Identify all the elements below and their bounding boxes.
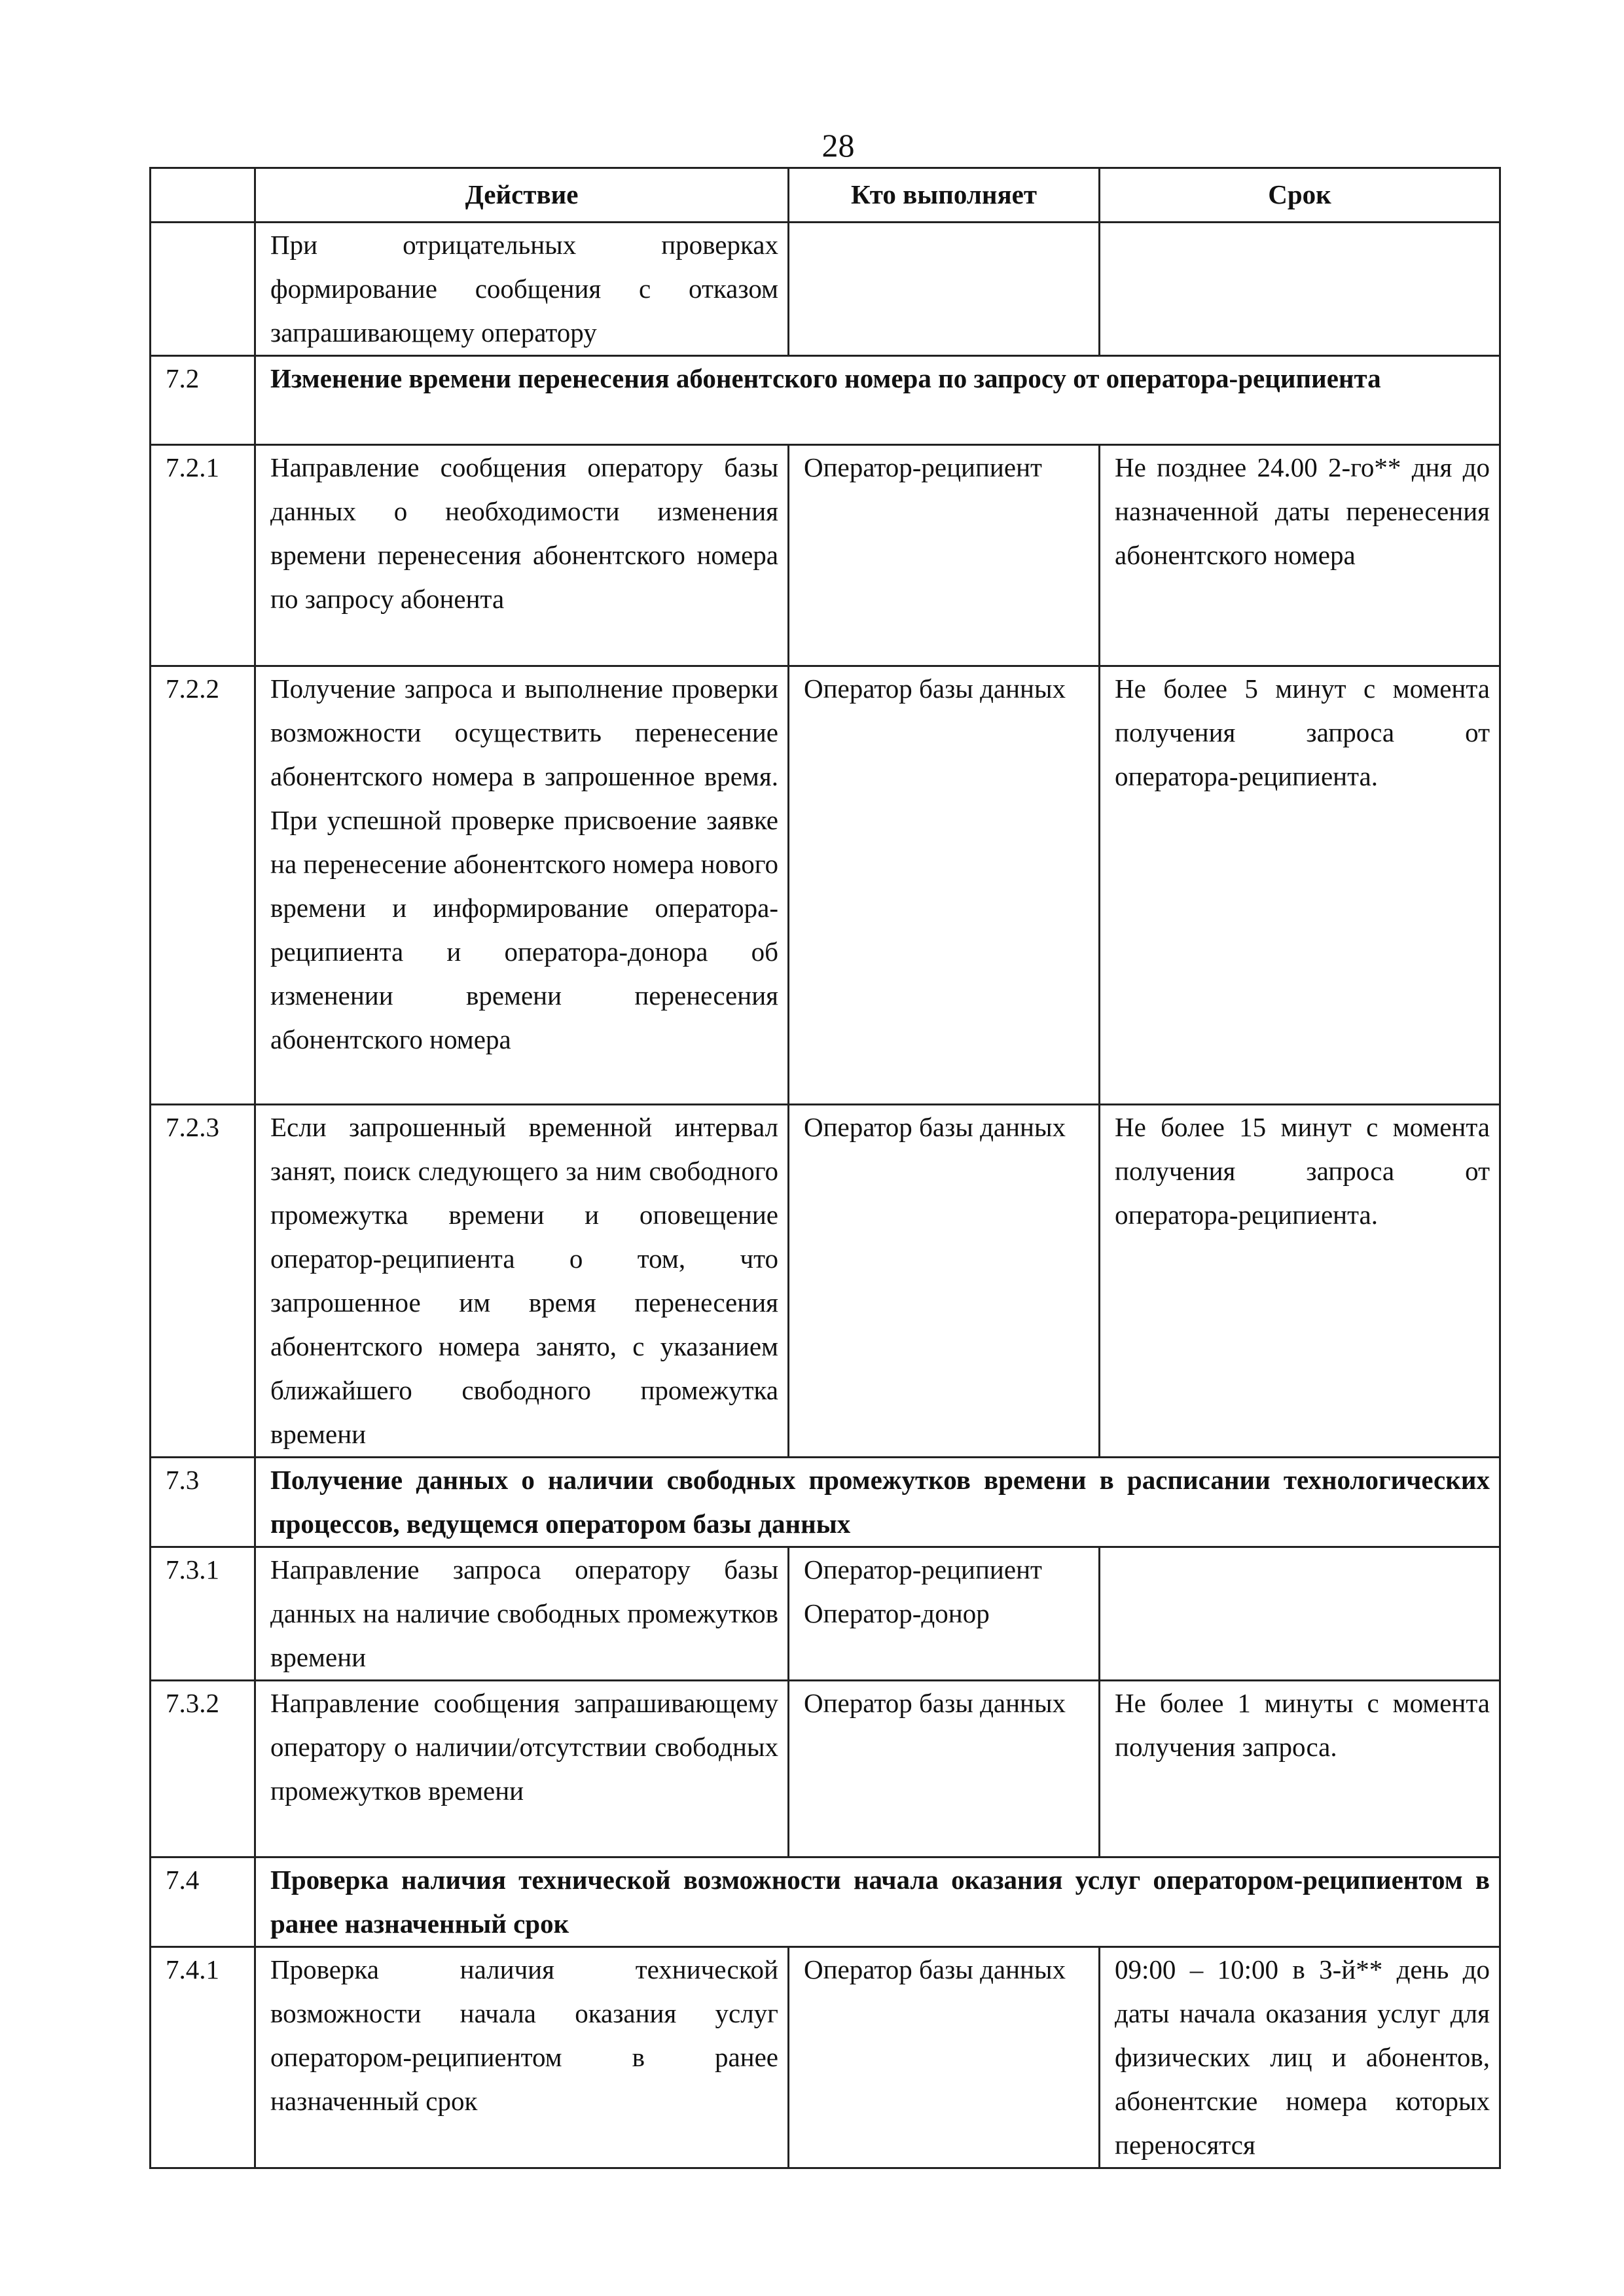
row-term: Не более 5 минут с момента получения запроса от оператора-реципиента. — [1100, 666, 1500, 1105]
table-row — [151, 445, 1500, 666]
procedure-table — [149, 167, 1501, 2169]
row-performer — [789, 1547, 1100, 1681]
table-row — [151, 1105, 1500, 1458]
row-action: Проверка наличия технической возможности начала оказания услуг оператором-реципиентом в ранее назначенный срок — [255, 1947, 789, 2168]
row-number: 7.3.2 — [151, 1681, 255, 1857]
row-term: Не позднее 24.00 2-го** дня до назначенной даты перенесения абонентского номера — [1100, 445, 1500, 666]
row-number: 7.2.3 — [151, 1105, 255, 1458]
row-performer: Оператор базы данных — [789, 1105, 1100, 1458]
row-action: Направление запроса оператору базы данных на наличие свободных промежутков времени — [255, 1547, 789, 1681]
row-number: 7.2.2 — [151, 666, 255, 1105]
section-row — [151, 356, 1500, 445]
section-number: 7.3 — [151, 1458, 255, 1547]
page-number: 28 — [821, 127, 855, 164]
table-row — [151, 1547, 1500, 1681]
row-number: 7.2.1 — [151, 445, 255, 666]
row-term — [1100, 223, 1500, 356]
row-number — [151, 223, 255, 356]
table-row — [151, 1681, 1500, 1857]
table-row — [151, 666, 1500, 1105]
row-term: Не более 1 минуты с момента получения запроса. — [1100, 1681, 1500, 1857]
row-action: Направление сообщения запрашивающему оператору о наличии/отсутствии свободных промежутков времени — [255, 1681, 789, 1857]
row-number: 7.3.1 — [151, 1547, 255, 1681]
row-action: При отрицательных проверках формирование сообщения с отказом запрашивающему оператору — [255, 223, 789, 356]
row-number: 7.4.1 — [151, 1947, 255, 2168]
row-action: Получение запроса и выполнение проверки возможности осуществить перенесение абонентского номера в запрошенное время. При успешной проверке присвоение заявке на перенесение абонентского номера нового времени и информирование оператора-реципиента и оператора-донора об изменении времени перенесения абонентского номера — [255, 666, 789, 1105]
header-action: Действие — [255, 168, 789, 223]
row-performer: Оператор базы данных — [789, 1681, 1100, 1857]
header-term: Срок — [1100, 168, 1500, 223]
row-term: 09:00 – 10:00 в 3-й** день до даты начала оказания услуг для физических лиц и абонентов, абонентские номера которых переносятся — [1100, 1947, 1500, 2168]
table-row — [151, 1947, 1500, 2168]
header-performer: Кто выполняет — [789, 168, 1100, 223]
section-row — [151, 1458, 1500, 1547]
row-performer: Оператор базы данных — [789, 1947, 1100, 2168]
section-row — [151, 1857, 1500, 1947]
table-row — [151, 223, 1500, 356]
section-title: Проверка наличия технической возможности начала оказания услуг оператором-реципиентом в ранее назначенный срок — [255, 1857, 1500, 1947]
section-number: 7.2 — [151, 356, 255, 445]
performer-line: Оператор-реципиент — [804, 1554, 1042, 1585]
performer-line: Оператор-донор — [804, 1598, 990, 1628]
row-term: Не более 15 минут с момента получения запроса от оператора-реципиента. — [1100, 1105, 1500, 1458]
row-action: Направление сообщения оператору базы данных о необходимости изменения времени перенесения абонентского номера по запросу абонента — [255, 445, 789, 666]
row-action: Если запрошенный временной интервал занят, поиск следующего за ним свободного промежутка времени и оповещение оператор-реципиента о том, что запрошенное им время перенесения абонентского номера занято, с указанием ближайшего свободного промежутка времени — [255, 1105, 789, 1458]
row-term — [1100, 1547, 1500, 1681]
section-title: Изменение времени перенесения абонентского номера по запросу от оператора-реципиента — [255, 356, 1500, 445]
row-performer — [789, 223, 1100, 356]
section-number: 7.4 — [151, 1857, 255, 1947]
row-performer: Оператор базы данных — [789, 666, 1100, 1105]
row-performer: Оператор-реципиент — [789, 445, 1100, 666]
section-title: Получение данных о наличии свободных промежутков времени в расписании технологических процессов, ведущемся оператором базы данных — [255, 1458, 1500, 1547]
header-number — [151, 168, 255, 223]
table-header-row — [151, 168, 1500, 223]
